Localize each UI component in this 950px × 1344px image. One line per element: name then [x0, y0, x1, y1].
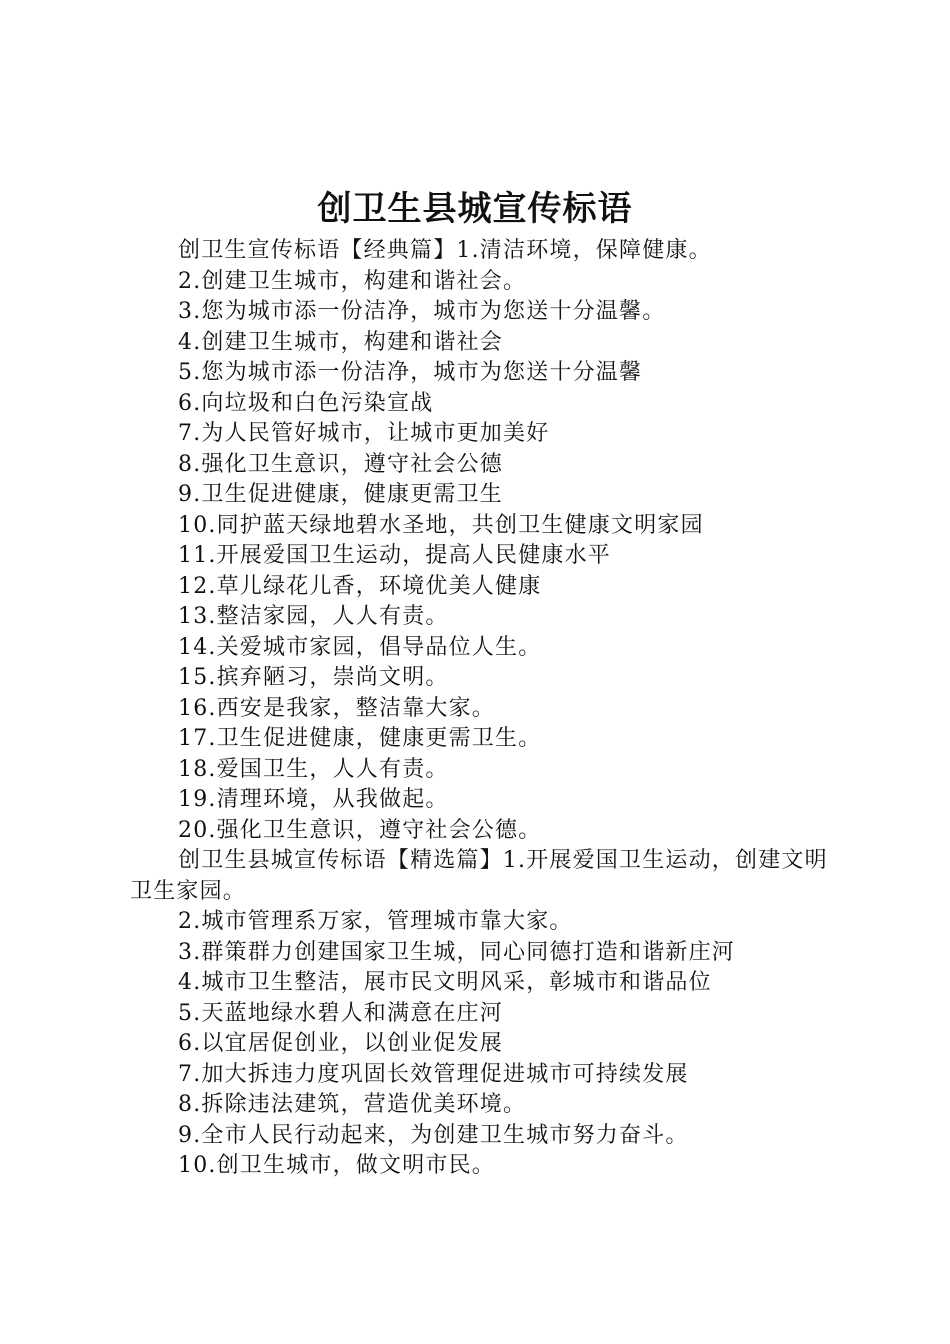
slogan-line: 3.您为城市添一份洁净，城市为您送十分温馨。: [178, 299, 666, 324]
slogan-line: 16.西安是我家，整洁靠大家。: [178, 695, 495, 721]
slogan-line: 19.清理环境，从我做起。: [178, 787, 449, 812]
slogan-line: 2.创建卫生城市，构建和谐社会。: [178, 268, 527, 294]
slogan-line: 15.摈弃陋习，崇尚文明。: [178, 665, 449, 690]
slogan-line: 10.创卫生城市，做文明市民。: [178, 1153, 495, 1178]
slogan-line: 5.天蓝地绿水碧人和满意在庄河: [178, 1000, 503, 1026]
slogan-line: 2.城市管理系万家，管理城市靠大家。: [178, 909, 573, 934]
slogan-line: 6.向垃圾和白色污染宣战: [178, 390, 434, 416]
slogan-line: 4.城市卫生整洁，展市民文明风采，彰城市和谐品位: [178, 970, 712, 995]
slogan-line: 7.为人民管好城市，让城市更加美好: [178, 421, 550, 446]
document-title: 创卫生县城宣传标语: [317, 189, 633, 229]
slogan-line: 11.开展爱国卫生运动，提高人民健康水平: [178, 543, 611, 568]
slogan-line: 20.强化卫生意识，遵守社会公德。: [178, 817, 542, 843]
slogan-line: 12.草儿绿花儿香，环境优美人健康: [178, 573, 542, 599]
slogan-line: 9.卫生促进健康，健康更需卫生: [178, 482, 503, 507]
slogan-line: 18.爱国卫生，人人有责。: [178, 756, 449, 782]
slogan-line: 8.拆除违法建筑，营造优美环境。: [178, 1092, 527, 1117]
slogan-line: 13.整洁家园，人人有责。: [178, 604, 449, 629]
slogan-line: 7.加大拆违力度巩固长效管理促进城市可持续发展: [178, 1061, 689, 1087]
slogan-line: 17.卫生促进健康，健康更需卫生。: [178, 726, 542, 751]
slogan-line: 10.同护蓝天绿地碧水圣地，共创卫生健康文明家园: [178, 512, 704, 538]
slogan-line: 8.强化卫生意识，遵守社会公德: [178, 451, 503, 477]
slogan-line: 5.您为城市添一份洁净，城市为您送十分温馨: [178, 360, 643, 385]
slogan-line: 4.创建卫生城市，构建和谐社会: [178, 329, 503, 355]
slogan-line: 14.关爱城市家园，倡导品位人生。: [178, 634, 542, 660]
document-body: [130, 236, 830, 1182]
section1-intro: 创卫生宣传标语【经典篇】1.清洁环境，保障健康。: [178, 238, 712, 263]
slogan-line: 3.群策群力创建国家卫生城，同心同德打造和谐新庄河: [178, 939, 735, 965]
section2-intro: 创卫生县城宣传标语【精选篇】1.开展爱国卫生运动，创建文明卫生家园。: [130, 848, 828, 904]
slogan-line: 9.全市人民行动起来，为创建卫生城市努力奋斗。: [178, 1122, 689, 1148]
slogan-line: 6.以宜居促创业，以创业促发展: [178, 1031, 503, 1056]
